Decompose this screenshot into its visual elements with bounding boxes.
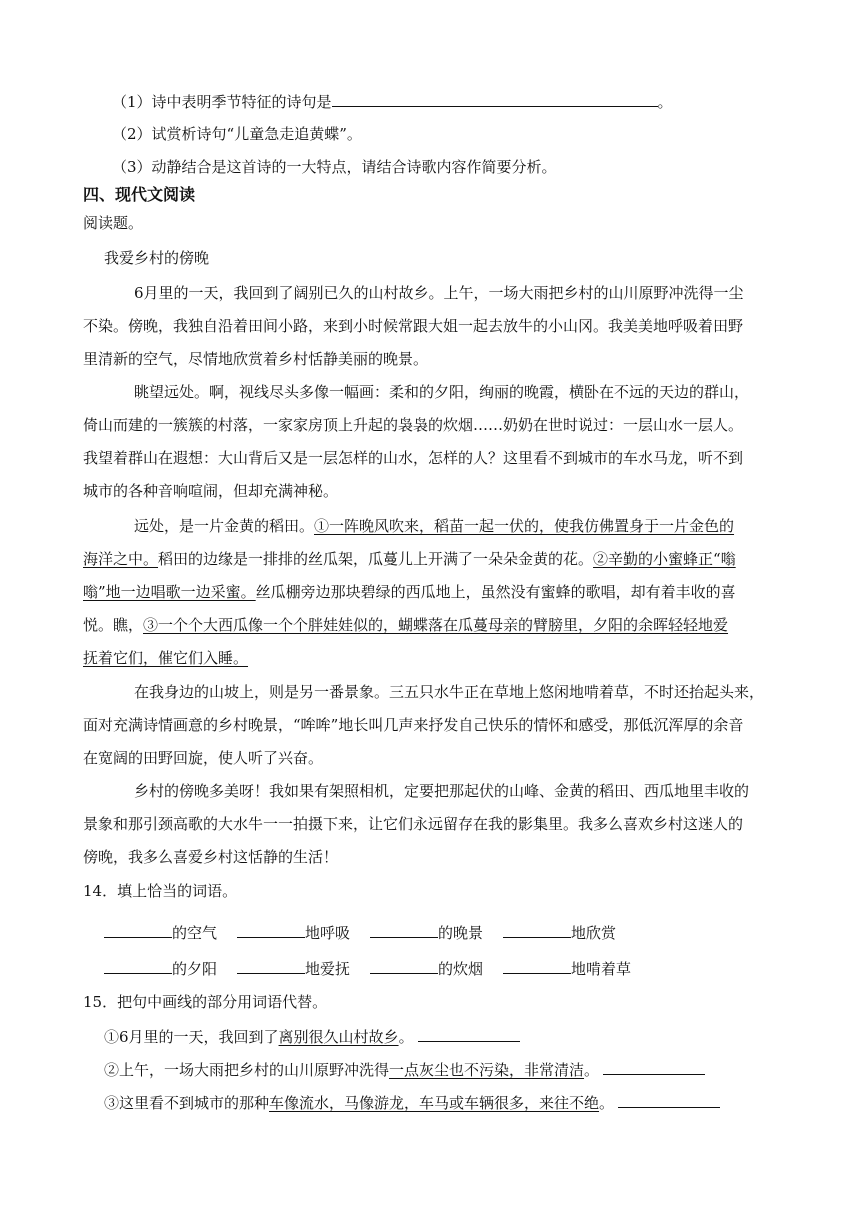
underlined-sentence-2-end: 嗡”地一边唱歌一边采蜜。	[83, 583, 256, 601]
passage-line: 在宽阔的田野回旋，使人听了兴奋。	[83, 749, 324, 767]
period: 。	[599, 1094, 615, 1112]
plain-text: 丝瓜棚旁边那块碧绿的西瓜地上，虽然没有蜜蜂的歌唱，却有着丰收的喜	[255, 583, 736, 601]
underlined-sentence-2: ②辛勤的小蜜蜂正“嗡	[593, 550, 736, 568]
passage-line	[83, 615, 728, 635]
passage-line: 不染。傍晚，我独自沿着田间小路，来到小时候常跟大姐一起去放牛的小山冈。我美美地呼吸着田野	[83, 317, 744, 335]
period: 。	[584, 1061, 600, 1079]
question-15-sentence-2	[104, 1059, 705, 1080]
question-14-row-2	[104, 958, 631, 979]
answer-blank[interactable]	[618, 1092, 720, 1108]
answer-blank[interactable]	[503, 958, 571, 974]
passage-line: 乡村的傍晚多美呀！我如果有架照相机，定要把那起伏的山峰、金黄的稻田、西瓜地里丰收的	[134, 782, 750, 800]
question-text: （1）诗中表明季节特征的诗句是	[112, 93, 332, 111]
passage-line: 城市的各种音响喧闹，但却充满神秘。	[83, 482, 339, 500]
passage-line	[134, 516, 734, 536]
underlined-phrase: 一点灰尘也不污染，非常清洁	[389, 1061, 585, 1079]
blank-suffix: 的晚景	[438, 924, 484, 942]
passage-line	[83, 582, 736, 602]
passage-line: 面对充满诗情画意的乡村晚景，“哞哞”地长叫几声来抒发自己快乐的情怀和感受，那低沉浑厚的余音	[83, 716, 744, 734]
answer-blank[interactable]	[237, 922, 305, 938]
passage-line	[83, 648, 248, 668]
section-intro: 阅读题。	[83, 214, 144, 232]
answer-blank[interactable]	[104, 958, 172, 974]
passage-line: 景象和那引颈高歌的大水牛一一拍摄下来，让它们永远留存在我的影集里。我多么喜欢乡村这迷人的	[83, 815, 744, 833]
plain-text: 悦。瞧，	[83, 616, 144, 634]
passage-line: 傍晚，我多么喜爱乡村这恬静的生活！	[83, 848, 339, 866]
question-15-prompt: 15．把句中画线的部分用词语代替。	[83, 993, 328, 1011]
section-heading: 四、现代文阅读	[83, 185, 196, 204]
passage-line: 倚山而建的一簇簇的村落，一家家房顶上升起的袅袅的炊烟……奶奶在世时说过：一层山水一层人。	[83, 416, 744, 434]
underlined-sentence-3: ③一个个大西瓜像一个个胖娃娃似的，蝴蝶落在瓜蔓母亲的臂膀里，夕阳的余晖轻轻地爱	[143, 616, 729, 634]
blank-suffix: 地啃着草	[571, 960, 632, 978]
passage-line: 在我身边的山坡上，则是另一番景象。三五只水牛正在草地上悠闲地啃着草，不时还抬起头来，	[134, 683, 765, 701]
answer-blank[interactable]	[418, 1026, 520, 1042]
underlined-sentence-1-end: 海洋之中。	[83, 550, 159, 568]
passage-line	[83, 549, 736, 569]
blank-suffix: 的空气	[172, 924, 218, 942]
question-15-sentence-3	[104, 1092, 720, 1113]
passage-title: 我爱乡村的傍晚	[104, 249, 210, 267]
poem-question-1	[112, 91, 673, 112]
blank-suffix: 的夕阳	[172, 960, 218, 978]
poem-question-3: （3）动静结合是这首诗的一大特点，请结合诗歌内容作简要分析。	[112, 158, 557, 176]
passage-line: 眺望远处。啊，视线尽头多像一幅画：柔和的夕阳，绚丽的晚霞，横卧在不远的天边的群山，	[134, 383, 750, 401]
period: 。	[657, 93, 673, 111]
question-14-prompt: 14．填上恰当的词语。	[83, 882, 238, 900]
plain-text: ①6月里的一天，我回到了	[104, 1028, 279, 1046]
question-15-sentence-1	[104, 1026, 520, 1047]
question-14-row-1	[104, 922, 616, 943]
blank-suffix: 地呼吸	[305, 924, 351, 942]
plain-text: 远处，是一片金黄的稻田。	[134, 517, 315, 535]
period: 。	[398, 1028, 414, 1046]
answer-blank[interactable]	[503, 922, 571, 938]
answer-blank[interactable]	[237, 958, 305, 974]
answer-blank[interactable]	[104, 922, 172, 938]
underlined-phrase: 车像流水，马像游龙，车马或车辆很多，来往不绝	[269, 1094, 600, 1112]
underlined-sentence-1: ①一阵晚风吹来，稻苗一起一伏的，使我仿佛置身于一片金色的	[314, 517, 735, 535]
underlined-sentence-3-end: 抚着它们，催它们入睡。	[83, 649, 249, 667]
underlined-phrase: 离别很久山村故乡	[278, 1028, 399, 1046]
answer-blank[interactable]	[332, 91, 658, 107]
blank-suffix: 地欣赏	[571, 924, 617, 942]
blank-suffix: 的炊烟	[438, 960, 484, 978]
blank-suffix: 地爱抚	[305, 960, 351, 978]
plain-text: 稻田的边缘是一排排的丝瓜架，瓜蔓儿上开满了一朵朵金黄的花。	[158, 550, 594, 568]
passage-line: 我望着群山在遐想：大山背后又是一层怎样的山水，怎样的人？这里看不到城市的车水马龙，听不到	[83, 449, 744, 467]
plain-text: ③这里看不到城市的那种	[104, 1094, 270, 1112]
plain-text: ②上午，一场大雨把乡村的山川原野冲洗得	[104, 1061, 390, 1079]
passage-line: 里清新的空气，尽情地欣赏着乡村恬静美丽的晚景。	[83, 350, 429, 368]
answer-blank[interactable]	[370, 922, 438, 938]
answer-blank[interactable]	[603, 1059, 705, 1075]
poem-question-2: （2）试赏析诗句“儿童急走追黄蝶”。	[112, 125, 362, 143]
answer-blank[interactable]	[370, 958, 438, 974]
passage-line: 6月里的一天，我回到了阔别已久的山村故乡。上午，一场大雨把乡村的山川原野冲洗得一尘	[134, 284, 744, 302]
